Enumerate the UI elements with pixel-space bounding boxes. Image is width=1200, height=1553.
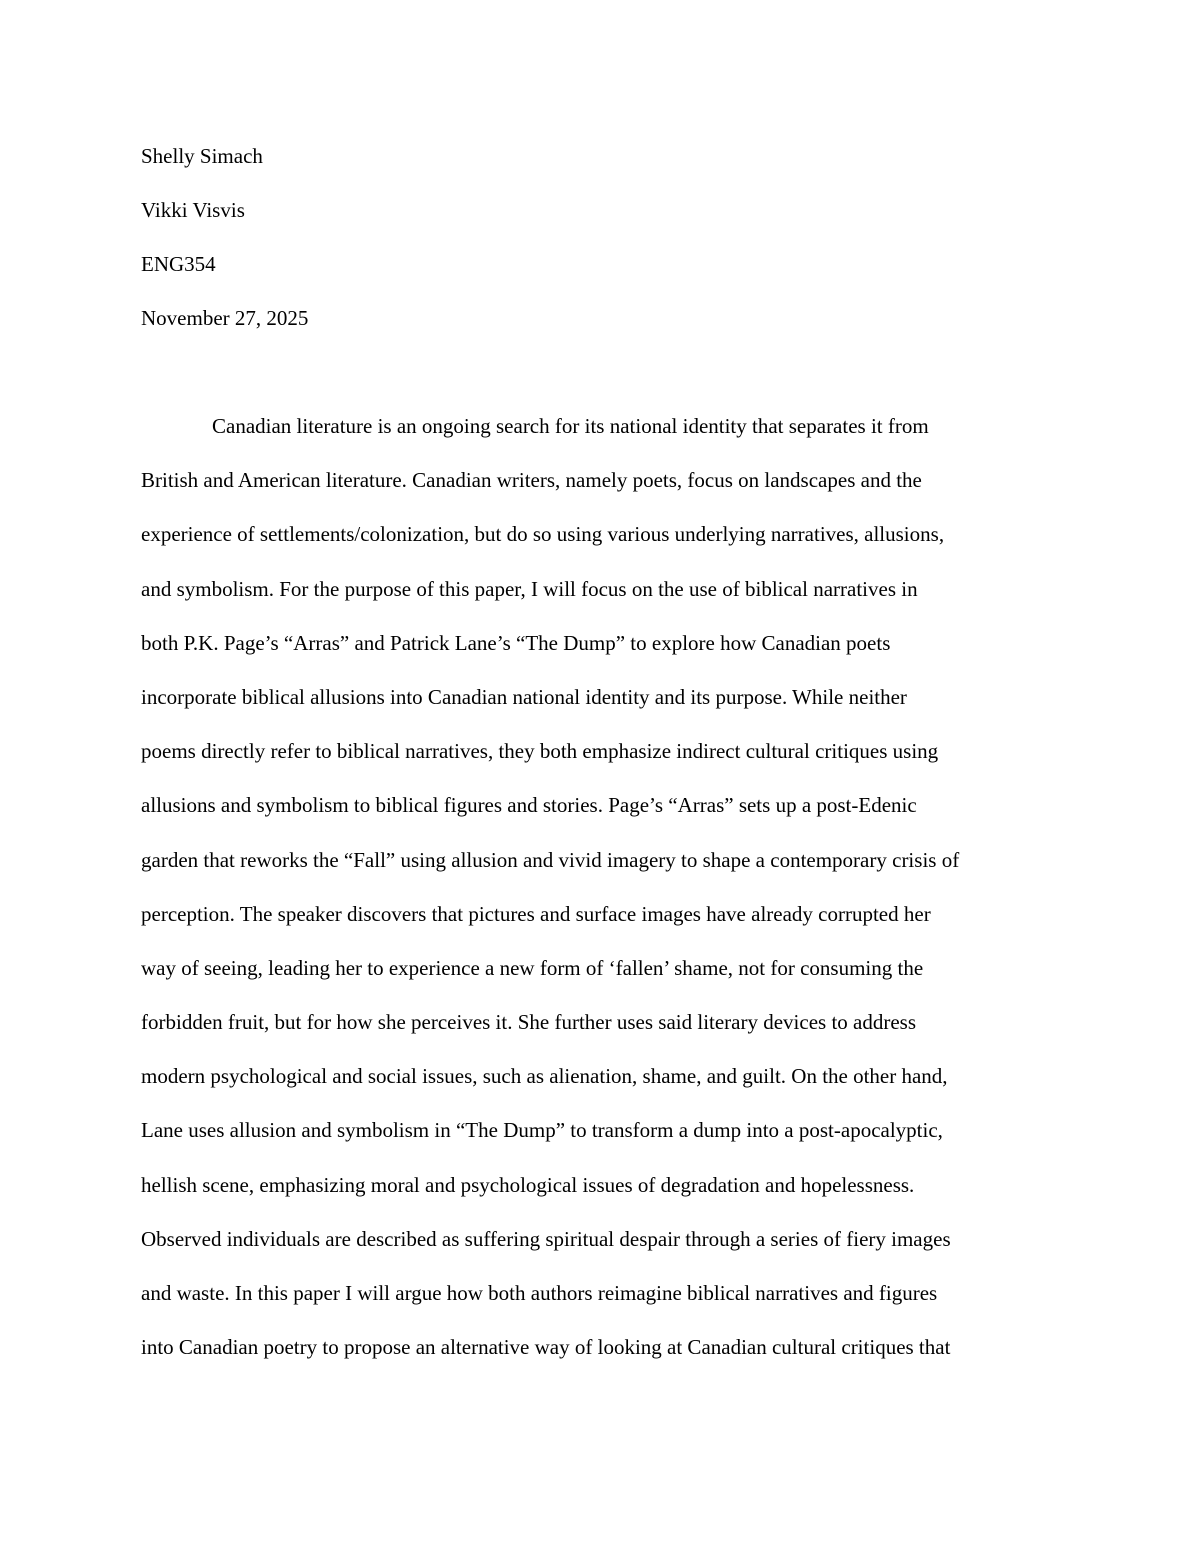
paragraph-line: Observed individuals are described as suffering spiritual despair through a series of fiery images [141,1226,951,1251]
paragraph-line: British and American literature. Canadian writers, namely poets, focus on landscapes and the [141,468,922,493]
paragraph-line: incorporate biblical allusions into Canadian national identity and its purpose. While neither [141,684,907,709]
paragraph-line: into Canadian poetry to propose an alternative way of looking at Canadian cultural critiques that [141,1335,951,1360]
instructor-name: Vikki Visvis [141,198,245,222]
date: November 27, 2025 [141,306,309,330]
paragraph-line: forbidden fruit, but for how she perceives it. She further uses said literary devices to address [141,1010,917,1035]
mla-header [141,140,308,356]
essay-paragraph [141,410,1071,1385]
paragraph-line: way of seeing, leading her to experience a new form of ‘fallen’ shame, not for consuming the [141,955,924,980]
paragraph-line: hellish scene, emphasizing moral and psychological issues of degradation and hopelessness. [141,1172,915,1197]
paragraph-line: both P.K. Page’s “Arras” and Patrick Lane’s “The Dump” to explore how Canadian poets [141,630,891,655]
paragraph-line: experience of settlements/colonization, but do so using various underlying narratives, allusions, [141,522,945,547]
paragraph-line: and waste. In this paper I will argue how both authors reimagine biblical narratives and figures [141,1281,938,1305]
paragraph-line: and symbolism. For the purpose of this paper, I will focus on the use of biblical narratives in [141,576,918,601]
paragraph-line: perception. The speaker discovers that pictures and surface images have already corrupted her [141,901,931,926]
paragraph-line: poems directly refer to biblical narratives, they both emphasize indirect cultural critiques using [141,739,939,764]
paragraph-line: allusions and symbolism to biblical figures and stories. Page’s “Arras” sets up a post-Edenic [141,793,917,818]
paragraph-line: Lane uses allusion and symbolism in “The Dump” to transform a dump into a post-apocalyptic, [141,1118,943,1143]
paragraph-line: garden that reworks the “Fall” using allusion and vivid imagery to shape a contemporary crisis of [141,847,960,872]
course-code: ENG354 [141,252,216,276]
student-name: Shelly Simach [141,144,263,168]
paragraph-line: modern psychological and social issues, such as alienation, shame, and guilt. On the other hand, [141,1064,948,1089]
paragraph-line: Canadian literature is an ongoing search for its national identity that separates it from [212,414,929,438]
